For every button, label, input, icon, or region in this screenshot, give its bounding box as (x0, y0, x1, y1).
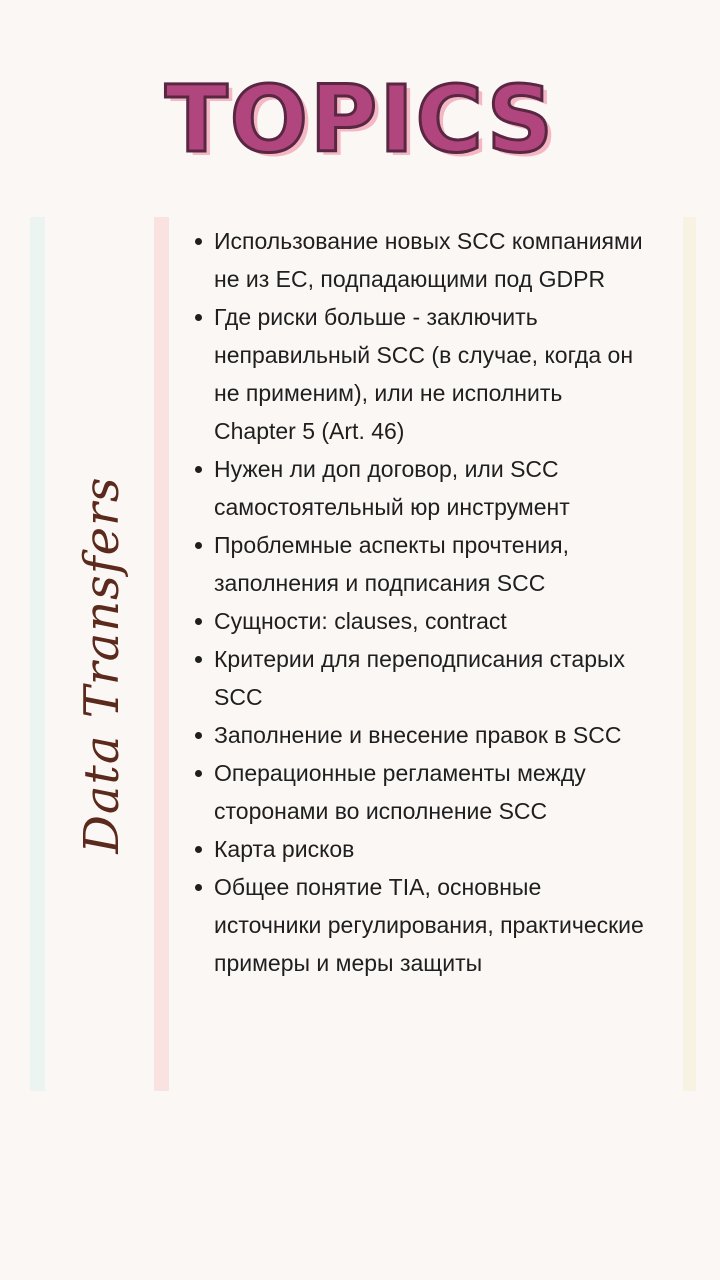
decorative-stripe-cream (683, 217, 696, 1091)
topic-item (187, 526, 647, 602)
topic-text: Операционные регламенты между сторонами во исполнение SCC (214, 760, 586, 824)
topic-item (187, 298, 647, 450)
decorative-stripe-pink (154, 217, 169, 1091)
bullet-icon (195, 846, 202, 853)
topic-text: Проблемные аспекты прочтения, заполнения и подписания SCC (214, 532, 569, 596)
bullet-icon (195, 466, 202, 473)
side-label: Data Transfers (74, 476, 130, 854)
topic-item (187, 830, 647, 868)
bullet-icon (195, 656, 202, 663)
topic-item (187, 222, 647, 298)
topics-list (187, 222, 647, 982)
bullet-icon (195, 314, 202, 321)
topic-text: Критерии для переподписания старых SCC (214, 646, 626, 710)
topic-text: Сущности: clauses, contract (214, 608, 507, 634)
topic-item (187, 868, 647, 982)
topic-text: Заполнение и внесение правок в SCC (214, 722, 622, 748)
topic-item (187, 602, 647, 640)
bullet-icon (195, 770, 202, 777)
topic-text: Общее понятие TIA, основные источники регулирования, практические примеры и меры защиты (214, 874, 644, 976)
page-title: TOPICS (164, 66, 556, 173)
bullet-icon (195, 542, 202, 549)
topic-text: Карта рисков (214, 836, 355, 862)
bullet-icon (195, 618, 202, 625)
topic-item (187, 640, 647, 716)
topic-text: Где риски больше - заключить неправильный SCC (в случае, когда он не применим), или не исполнить Chapter 5 (Art. 46) (214, 304, 634, 444)
bullet-icon (195, 884, 202, 891)
topic-text: Использование новых SCC компаниями не из ЕС, подпадающими под GDPR (214, 228, 643, 292)
topic-item (187, 716, 647, 754)
bullet-icon (195, 238, 202, 245)
decorative-stripe-teal (30, 217, 45, 1091)
topic-item (187, 450, 647, 526)
topic-text: Нужен ли доп договор, или SCC самостоятельный юр инструмент (214, 456, 570, 520)
topic-item (187, 754, 647, 830)
bullet-icon (195, 732, 202, 739)
